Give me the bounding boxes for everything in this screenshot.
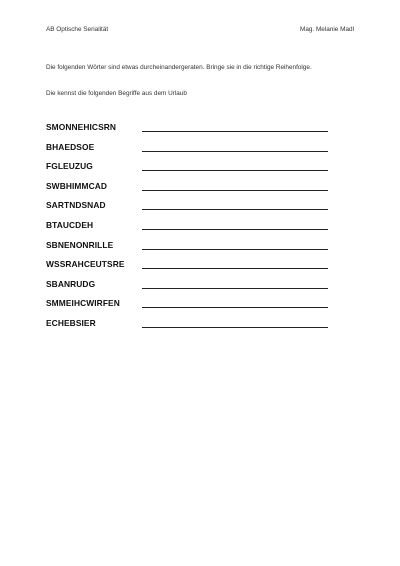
word-row: [46, 220, 356, 240]
answer-line[interactable]: [142, 142, 328, 152]
header-title: AB Optische Serialität: [46, 26, 109, 33]
scrambled-word: SARTNDSNAD: [46, 200, 106, 211]
scrambled-word: ECHEBSIER: [46, 317, 96, 328]
word-row: [46, 181, 356, 201]
word-list: [46, 122, 356, 338]
word-row: [46, 279, 356, 299]
answer-line[interactable]: [142, 161, 328, 171]
answer-line[interactable]: [142, 259, 328, 269]
scrambled-word: BTAUCDEH: [46, 219, 94, 230]
scrambled-word: BHAEDSOE: [46, 141, 95, 152]
header-author: Mag. Melanie Madl: [300, 26, 354, 33]
word-row: [46, 259, 356, 279]
scrambled-word: WSSRAHCEUTSRE: [46, 259, 125, 270]
scrambled-word: SBNENONRILLE: [46, 239, 114, 250]
answer-line[interactable]: [142, 122, 328, 132]
word-row: [46, 161, 356, 181]
answer-line[interactable]: [142, 200, 328, 210]
word-row: [46, 298, 356, 318]
answer-line[interactable]: [142, 298, 328, 308]
answer-line[interactable]: [142, 181, 328, 191]
answer-line[interactable]: [142, 240, 328, 250]
answer-line[interactable]: [142, 279, 328, 289]
word-row: [46, 200, 356, 220]
scrambled-word: SWBHIMMCAD: [46, 180, 108, 191]
scrambled-word: SMMEIHCWIRFEN: [46, 298, 120, 309]
scrambled-word: SBANRUDG: [46, 278, 96, 289]
subinstruction-text: Die kennst die folgenden Begriffe aus dem Urlaub: [46, 90, 187, 97]
scrambled-word: SMONNEHICSRN: [46, 122, 117, 132]
word-row: [46, 142, 356, 162]
scrambled-word: FGLEUZUG: [46, 161, 93, 172]
answer-line[interactable]: [142, 220, 328, 230]
word-row: [46, 122, 356, 142]
instruction-text: Die folgenden Wörter sind etwas durcheinandergeraten. Bringe sie in die richtige Reihenfolge.: [46, 64, 312, 71]
answer-line[interactable]: [142, 318, 328, 328]
word-row: [46, 318, 356, 338]
word-row: [46, 240, 356, 260]
